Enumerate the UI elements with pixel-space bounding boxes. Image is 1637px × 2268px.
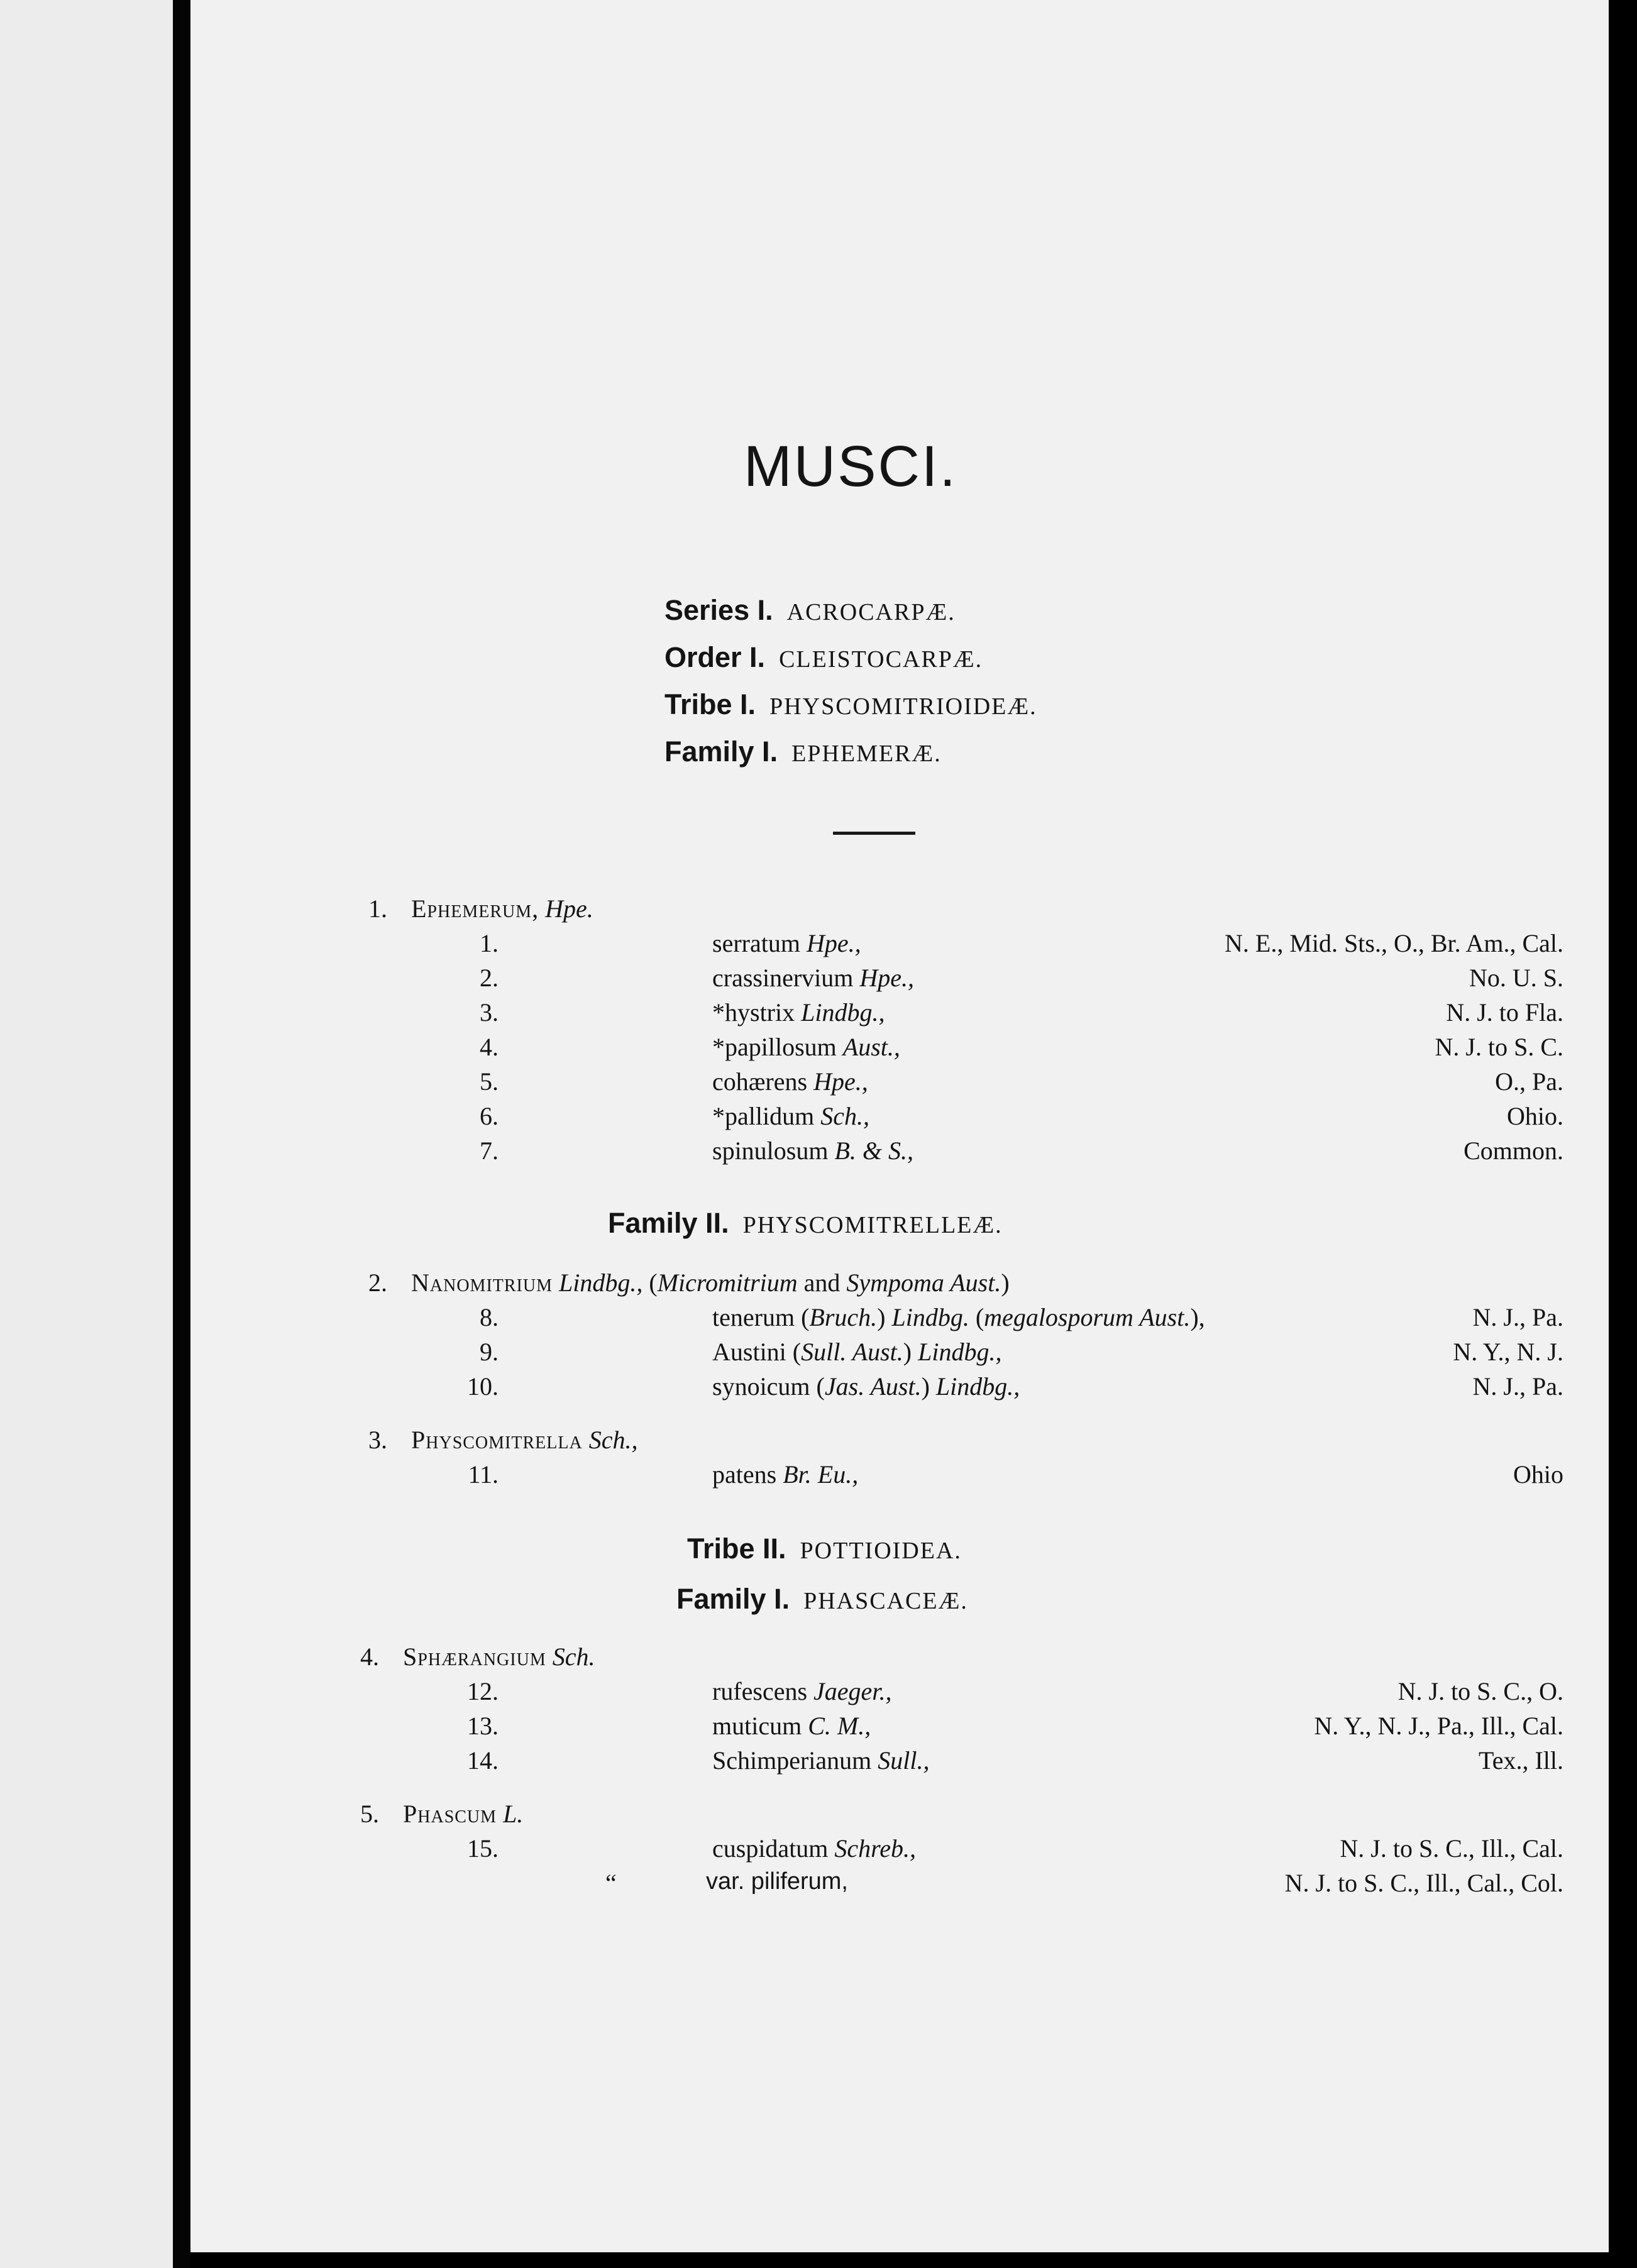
genus-synonyms: (Micromitrium and Sympoma Aust.) (649, 1269, 1010, 1297)
genus-name: Nanomitrium (411, 1269, 553, 1297)
heading-label: Family II. (608, 1207, 729, 1239)
species-row (190, 1372, 1563, 1403)
species-number: 9. (480, 1338, 499, 1366)
heading-label: Tribe I. (664, 688, 756, 720)
species-locality: N. J., Pa. (1472, 1372, 1563, 1401)
species-row (190, 1101, 1563, 1133)
species-locality: N. J. to S. C. (1435, 1033, 1563, 1061)
species-row (190, 1711, 1563, 1742)
heading-name: POTTIOIDEA. (800, 1538, 962, 1564)
heading-name: PHYSCOMITRIOIDEÆ. (769, 693, 1037, 720)
species-row (190, 1460, 1563, 1491)
species-row (190, 1032, 1563, 1064)
species-row (190, 963, 1563, 994)
species-number: 1. (480, 929, 499, 957)
heading-family-phascaceae (676, 1583, 968, 1616)
variety-locality: N. J. to S. C., Ill., Cal., Col. (1284, 1869, 1563, 1897)
species-name: serratum Hpe., (712, 929, 861, 957)
heading-family-2 (608, 1207, 1003, 1240)
species-locality: N. Y., N. J., Pa., Ill., Cal. (1314, 1712, 1563, 1740)
species-row (190, 1337, 1563, 1368)
heading-label: Tribe II. (687, 1533, 786, 1565)
species-number: 7. (480, 1137, 499, 1165)
species-number: 8. (480, 1303, 499, 1331)
genus-number: 2. (368, 1269, 387, 1297)
species-name: synoicum (Jas. Aust.) Lindbg., (712, 1372, 1020, 1401)
species-name: rufescens Jaeger., (712, 1677, 892, 1705)
species-name: cuspidatum Schreb., (712, 1834, 917, 1863)
species-locality: Tex., Ill. (1479, 1746, 1563, 1775)
heading-tribe (664, 688, 1037, 721)
genus-name: Physcomitrella (411, 1426, 583, 1454)
heading-name: PHASCACEÆ. (803, 1588, 968, 1614)
species-row (190, 1676, 1563, 1708)
species-locality: N. E., Mid. Sts., O., Br. Am., Cal. (1225, 929, 1563, 957)
facing-page-edge (0, 0, 173, 2268)
species-name: *pallidum Sch., (712, 1102, 869, 1130)
genus-author: Sch., (588, 1426, 638, 1454)
genus-number: 1. (368, 895, 387, 923)
species-locality: N. Y., N. J. (1453, 1338, 1563, 1366)
species-number: 11. (468, 1460, 499, 1489)
book-spine (173, 0, 190, 2268)
species-name: Austini (Sull. Aust.) Lindbg., (712, 1338, 1002, 1366)
heading-name: ACROCARPÆ. (786, 599, 956, 625)
heading-name: PHYSCOMITRELLEÆ. (742, 1212, 1003, 1238)
genus-entry (360, 1642, 595, 1671)
section-rule (833, 832, 915, 835)
species-name: Schimperianum Sull., (712, 1746, 930, 1775)
page-title: MUSCI. (744, 434, 957, 498)
species-name: *hystrix Lindbg., (712, 998, 885, 1027)
species-row (190, 1302, 1563, 1334)
species-row (190, 1067, 1563, 1098)
species-number: 12. (467, 1677, 499, 1705)
genus-entry (368, 1425, 637, 1455)
species-number: 10. (467, 1372, 499, 1401)
heading-order (664, 641, 983, 674)
heading-tribe-2 (687, 1533, 962, 1565)
species-row (190, 1834, 1563, 1865)
genus-number: 4. (360, 1643, 379, 1671)
genus-entry (368, 1268, 1010, 1297)
species-row (190, 928, 1563, 960)
species-row (190, 1136, 1563, 1167)
variety-name: var. piliferum, (706, 1868, 848, 1895)
heading-label: Family I. (676, 1583, 790, 1615)
species-number: 13. (467, 1712, 499, 1740)
species-number: 2. (480, 964, 499, 992)
species-locality: O., Pa. (1495, 1067, 1563, 1096)
species-name: spinulosum B. & S., (712, 1137, 914, 1165)
genus-author: Sch. (552, 1643, 595, 1671)
species-name: crassinervium Hpe., (712, 964, 915, 992)
heading-name: EPHEMERÆ. (791, 740, 942, 767)
heading-name: CLEISTOCARPÆ. (779, 646, 983, 673)
species-number: 3. (480, 998, 499, 1027)
heading-label: Order I. (664, 641, 766, 673)
heading-family (664, 735, 942, 768)
species-number: 14. (467, 1746, 499, 1775)
species-name: patens Br. Eu., (712, 1460, 859, 1489)
variety-row (190, 1868, 1563, 1900)
species-number: 15. (467, 1834, 499, 1863)
genus-number: 5. (360, 1800, 379, 1828)
genus-author: Hpe. (545, 895, 593, 923)
genus-entry (368, 894, 593, 923)
species-number: 5. (480, 1067, 499, 1096)
species-row (190, 1746, 1563, 1777)
species-name: *papillosum Aust., (712, 1033, 900, 1061)
species-locality: N. J., Pa. (1472, 1303, 1563, 1331)
species-row (190, 998, 1563, 1029)
genus-entry (360, 1799, 523, 1829)
species-locality: No. U. S. (1469, 964, 1563, 992)
species-locality: Ohio. (1507, 1102, 1563, 1130)
species-locality: Common. (1463, 1137, 1563, 1165)
species-locality: Ohio (1513, 1460, 1563, 1489)
species-number: 4. (480, 1033, 499, 1061)
species-locality: N. J. to S. C., O. (1397, 1677, 1563, 1705)
species-name: muticum C. M., (712, 1712, 871, 1740)
species-locality: N. J. to S. C., Ill., Cal. (1340, 1834, 1563, 1863)
species-number: 6. (480, 1102, 499, 1130)
ditto-mark: “ (605, 1869, 617, 1897)
species-name: tenerum (Bruch.) Lindbg. (megalosporum Aust.), (712, 1303, 1205, 1331)
species-name: cohærens Hpe., (712, 1067, 868, 1096)
genus-name: Sphærangium (403, 1643, 546, 1671)
page (190, 0, 1609, 2252)
genus-author: Lindbg., (559, 1269, 643, 1297)
genus-author: L. (503, 1800, 524, 1828)
heading-label: Series I. (664, 594, 773, 626)
genus-name: Phascum (403, 1800, 497, 1828)
heading-label: Family I. (664, 735, 778, 768)
scan-border (1609, 0, 1637, 2268)
species-locality: N. J. to Fla. (1446, 998, 1563, 1027)
heading-series (664, 594, 956, 627)
genus-name: Ephemerum, (411, 895, 539, 923)
genus-number: 3. (368, 1426, 387, 1454)
